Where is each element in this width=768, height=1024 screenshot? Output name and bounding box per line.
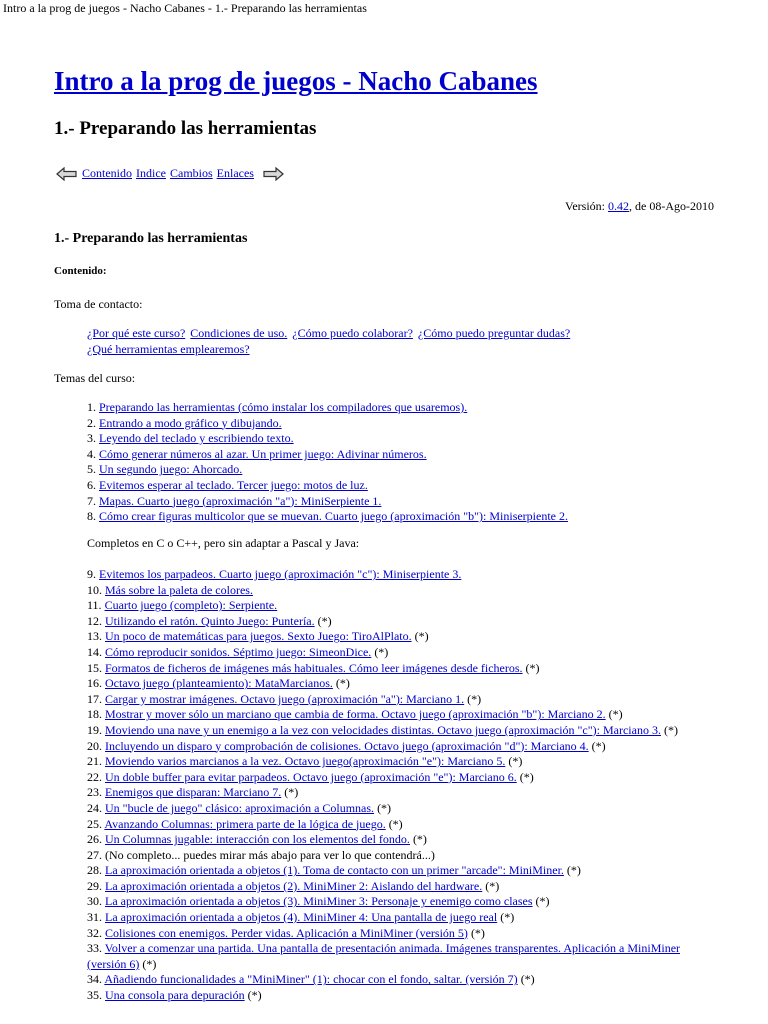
topic-item <box>87 926 687 942</box>
topic-link[interactable]: Leyendo del teclado y escribiendo texto. <box>99 431 294 446</box>
topic-item <box>87 910 687 926</box>
topic-link[interactable]: Avanzando Columnas: primera parte de la lógica de juego. <box>104 816 386 831</box>
topic-link[interactable]: Mapas. Cuarto juego (aproximación "a"): MiniSerpiente 1. <box>99 493 382 508</box>
topic-note: (*) <box>332 676 350 691</box>
topic-link[interactable]: Formatos de ficheros de imágenes más habituales. Cómo leer imágenes desde ficheros. <box>105 660 523 675</box>
topic-link[interactable]: Preparando las herramientas (cómo instalar los compiladores que usaremos). <box>99 400 468 414</box>
topic-item <box>87 832 687 848</box>
topic-number: 18. <box>87 707 105 722</box>
topic-note: (*) <box>497 910 515 925</box>
topic-link[interactable]: Mostrar y mover sólo un marciano que cambia de forma. Octavo juego (aproximación "b"): Marciano 2. <box>105 707 606 722</box>
contact-links <box>87 325 647 357</box>
topic-number: 34. <box>87 972 105 987</box>
topic-number: 13. <box>87 629 105 644</box>
topic-note: (*) <box>563 863 581 878</box>
topic-item <box>87 614 687 630</box>
topic-number: 10. <box>87 582 105 597</box>
topic-number: 11. <box>87 598 105 613</box>
topic-item <box>87 494 687 510</box>
topic-item <box>87 661 687 677</box>
topic-note: (*) <box>411 629 429 644</box>
nav-link-enlaces[interactable]: Enlaces <box>216 166 254 180</box>
topic-note: (*) <box>605 707 623 722</box>
topic-number: 2. <box>87 415 99 430</box>
topic-link[interactable]: Cómo generar números al azar. Un primer juego: Adivinar números. <box>99 446 427 461</box>
topic-item <box>87 988 687 1004</box>
arrow-right-icon[interactable] <box>262 167 284 181</box>
topic-item <box>87 629 687 645</box>
topic-note: (*) <box>374 800 392 815</box>
nav-link-indice[interactable]: Indice <box>136 166 166 180</box>
topic-link[interactable]: Añadiendo funcionalidades a "MiniMiner" (1): chocar con el fondo, saltar. (versión 7) <box>104 972 518 987</box>
topic-note: (*) <box>244 988 262 1003</box>
topic-note: (*) <box>385 816 403 831</box>
topic-note: (*) <box>660 722 678 737</box>
topic-link[interactable]: Incluyendo un disparo y comprobación de colisiones. Octavo juego (aproximación "d"): Marciano 4. <box>105 738 589 753</box>
topic-item <box>87 739 687 755</box>
topic-number: 19. <box>87 722 105 737</box>
topic-item <box>87 567 687 583</box>
topic-number: 24. <box>87 800 105 815</box>
main-title-link[interactable]: Intro a la prog de juegos - Nacho Cabanes <box>54 66 538 96</box>
topic-number: 21. <box>87 754 105 769</box>
topic-link[interactable]: Más sobre la paleta de colores. <box>105 582 253 597</box>
topic-link[interactable]: La aproximación orientada a objetos (1). Toma de contacto con un primer "arcade": MiniMiner. <box>105 863 564 878</box>
topic-link[interactable]: Colisiones con enemigos. Perder vidas. Aplicación a MiniMiner (versión 5) <box>105 925 468 940</box>
topic-note: (*) <box>467 925 485 940</box>
version-info <box>565 199 714 214</box>
link-herramientas[interactable]: ¿Qué herramientas emplearemos? <box>87 342 250 356</box>
topic-number: 8. <box>87 509 99 524</box>
topic-link[interactable]: Un "bucle de juego" clásico: aproximación a Columnas. <box>105 800 375 815</box>
topic-item <box>87 754 687 770</box>
topic-number: 28. <box>87 863 105 878</box>
topic-note: (*) <box>516 769 534 784</box>
topic-number: 29. <box>87 878 105 893</box>
topic-link[interactable]: La aproximación orientada a objetos (2). MiniMiner 2: Aislando del hardware. <box>105 878 483 893</box>
topic-link[interactable]: Un Columnas jugable: interacción con los elementos del fondo. <box>105 832 410 847</box>
link-por-que-curso[interactable]: ¿Por qué este curso? <box>87 326 186 340</box>
topic-number: 6. <box>87 477 99 492</box>
topic-item <box>87 879 687 895</box>
section-title: 1.- Preparando las herramientas <box>54 231 248 246</box>
topic-item <box>87 416 687 432</box>
topic-number: 31. <box>87 910 105 925</box>
window-title: Intro a la prog de juegos - Nacho Cabanes - 1.- Preparando las herramientas <box>3 1 367 15</box>
topic-number: 32. <box>87 925 105 940</box>
topic-link[interactable]: Cómo crear figuras multicolor que se muevan. Cuarto juego (aproximación "b"): Miniserpiente 2. <box>99 509 569 524</box>
topic-number: 3. <box>87 431 99 446</box>
topic-number: 25. <box>87 816 105 831</box>
topic-link[interactable]: La aproximación orientada a objetos (4). MiniMiner 4: Una pantalla de juego real <box>105 910 498 925</box>
topic-number: 30. <box>87 894 105 909</box>
topic-link[interactable]: Moviendo una nave y un enemigo a la vez con velocidades distintas. Octavo juego (aproximación "c"): Marciano 3. <box>105 722 661 737</box>
topic-link[interactable]: Utilizando el ratón. Quinto Juego: Puntería. <box>105 613 315 628</box>
topic-note: (*) <box>482 878 500 893</box>
topic-note: (*) <box>281 785 299 800</box>
topic-item <box>87 848 687 864</box>
topic-number: 1. <box>87 400 99 414</box>
topic-item <box>87 692 687 708</box>
topic-link[interactable]: Moviendo varios marcianos a la vez. Octavo juego(aproximación "e"): Marciano 5. <box>105 754 506 769</box>
topic-link[interactable]: Un segundo juego: Ahorcado. <box>99 462 243 477</box>
topic-note: (*) <box>532 894 550 909</box>
nav-link-cambios[interactable]: Cambios <box>169 166 213 180</box>
topic-item <box>87 863 687 879</box>
topic-link[interactable]: La aproximación orientada a objetos (3). MiniMiner 3: Personaje y enemigo como clases <box>105 894 533 909</box>
topic-note: (*) <box>505 754 523 769</box>
topic-number: 9. <box>87 567 99 581</box>
topic-number: 35. <box>87 988 105 1003</box>
topic-item <box>87 785 687 801</box>
topic-note: (*) <box>517 972 535 987</box>
topic-item <box>87 447 687 463</box>
topic-number: 12. <box>87 613 105 628</box>
topic-item <box>87 431 687 447</box>
topic-item <box>87 941 687 972</box>
version-prefix: Versión: <box>565 199 609 213</box>
topic-item <box>87 770 687 786</box>
topic-number: 17. <box>87 691 105 706</box>
topic-note: (*) <box>522 660 540 675</box>
topic-link[interactable]: Cargar y mostrar imágenes. Octavo juego (aproximación "a"): Marciano 1. <box>105 691 465 706</box>
topic-link[interactable]: Un doble buffer para evitar parpadeos. Octavo juego (aproximación "e"): Marciano 6. <box>105 769 517 784</box>
topic-link[interactable]: Entrando a modo gráfico y dibujando. <box>99 415 282 430</box>
topic-item <box>87 400 687 416</box>
link-condiciones[interactable]: Condiciones de uso. <box>190 326 288 340</box>
topic-item <box>87 509 687 525</box>
topic-link[interactable]: Cómo reproducir sonidos. Séptimo juego: SimeonDice. <box>105 644 372 659</box>
topic-note: (*) <box>588 738 606 753</box>
topic-number: 26. <box>87 832 105 847</box>
topic-number: 14. <box>87 644 105 659</box>
topic-note: (No completo... puedes mirar más abajo para ver lo que contendrá...) <box>105 847 435 862</box>
topic-link[interactable]: Una consola para depuración <box>105 988 245 1003</box>
nav-bar <box>56 166 284 181</box>
topic-number: 23. <box>87 785 105 800</box>
topic-number: 15. <box>87 660 105 675</box>
topic-item <box>87 645 687 661</box>
topic-link[interactable]: Cuarto juego (completo): Serpiente. <box>104 598 278 613</box>
topic-link[interactable]: Enemigos que disparan: Marciano 7. <box>105 785 282 800</box>
topic-item <box>87 723 687 739</box>
topic-item <box>87 972 687 988</box>
topic-link[interactable]: Un poco de matemáticas para juegos. Sexto Juego: TiroAlPlato. <box>105 629 412 644</box>
contenido-label: Contenido: <box>54 265 107 277</box>
nav-link-contenido[interactable]: Contenido <box>82 166 132 180</box>
topic-item <box>87 801 687 817</box>
version-suffix: , de 08-Ago-2010 <box>629 199 714 213</box>
topic-item <box>87 707 687 723</box>
topic-item <box>87 462 687 478</box>
topic-link[interactable]: Evitemos los parpadeos. Cuarto juego (aproximación "c"): Miniserpiente 3. <box>99 567 462 581</box>
topic-link[interactable]: Evitemos esperar al teclado. Tercer juego: motos de luz. <box>99 477 368 492</box>
topic-number: 22. <box>87 769 105 784</box>
topic-item <box>87 894 687 910</box>
link-colaborar[interactable]: ¿Cómo puedo colaborar? <box>292 326 413 340</box>
topics-list-a <box>87 400 687 525</box>
topic-item <box>87 817 687 833</box>
topic-note: (*) <box>371 644 389 659</box>
topic-item <box>87 583 687 599</box>
temas-label: Temas del curso: <box>54 371 136 385</box>
topic-note: (*) <box>409 832 427 847</box>
version-link[interactable]: 0.42 <box>608 199 630 213</box>
topic-number: 33. <box>87 941 105 956</box>
topic-note: (*) <box>139 956 157 971</box>
topic-item <box>87 478 687 494</box>
topic-link[interactable]: Octavo juego (planteamiento): MataMarcianos. <box>105 676 333 691</box>
topic-number: 7. <box>87 493 99 508</box>
link-preguntar-dudas[interactable]: ¿Cómo puedo preguntar dudas? <box>417 326 571 340</box>
topic-number: 5. <box>87 462 99 477</box>
topic-link[interactable]: Volver a comenzar una partida. Una pantalla de presentación animada. Imágenes transparentes. Aplicación a MiniMiner (versión 6) <box>87 941 681 971</box>
topics-list-b <box>87 567 687 1004</box>
topic-note: (*) <box>314 613 332 628</box>
topic-number: 20. <box>87 738 105 753</box>
topic-item <box>87 598 687 614</box>
topic-number: 16. <box>87 676 105 691</box>
page-subtitle: 1.- Preparando las herramientas <box>54 118 317 139</box>
topic-item <box>87 676 687 692</box>
topic-number: 4. <box>87 446 99 461</box>
toma-de-contacto-label: Toma de contacto: <box>54 297 143 311</box>
topic-note: (*) <box>464 691 482 706</box>
arrow-left-icon[interactable] <box>56 167 78 181</box>
topic-number: 27. <box>87 847 105 862</box>
completos-label: Completos en C o C++, pero sin adaptar a Pascal y Java: <box>87 536 360 550</box>
